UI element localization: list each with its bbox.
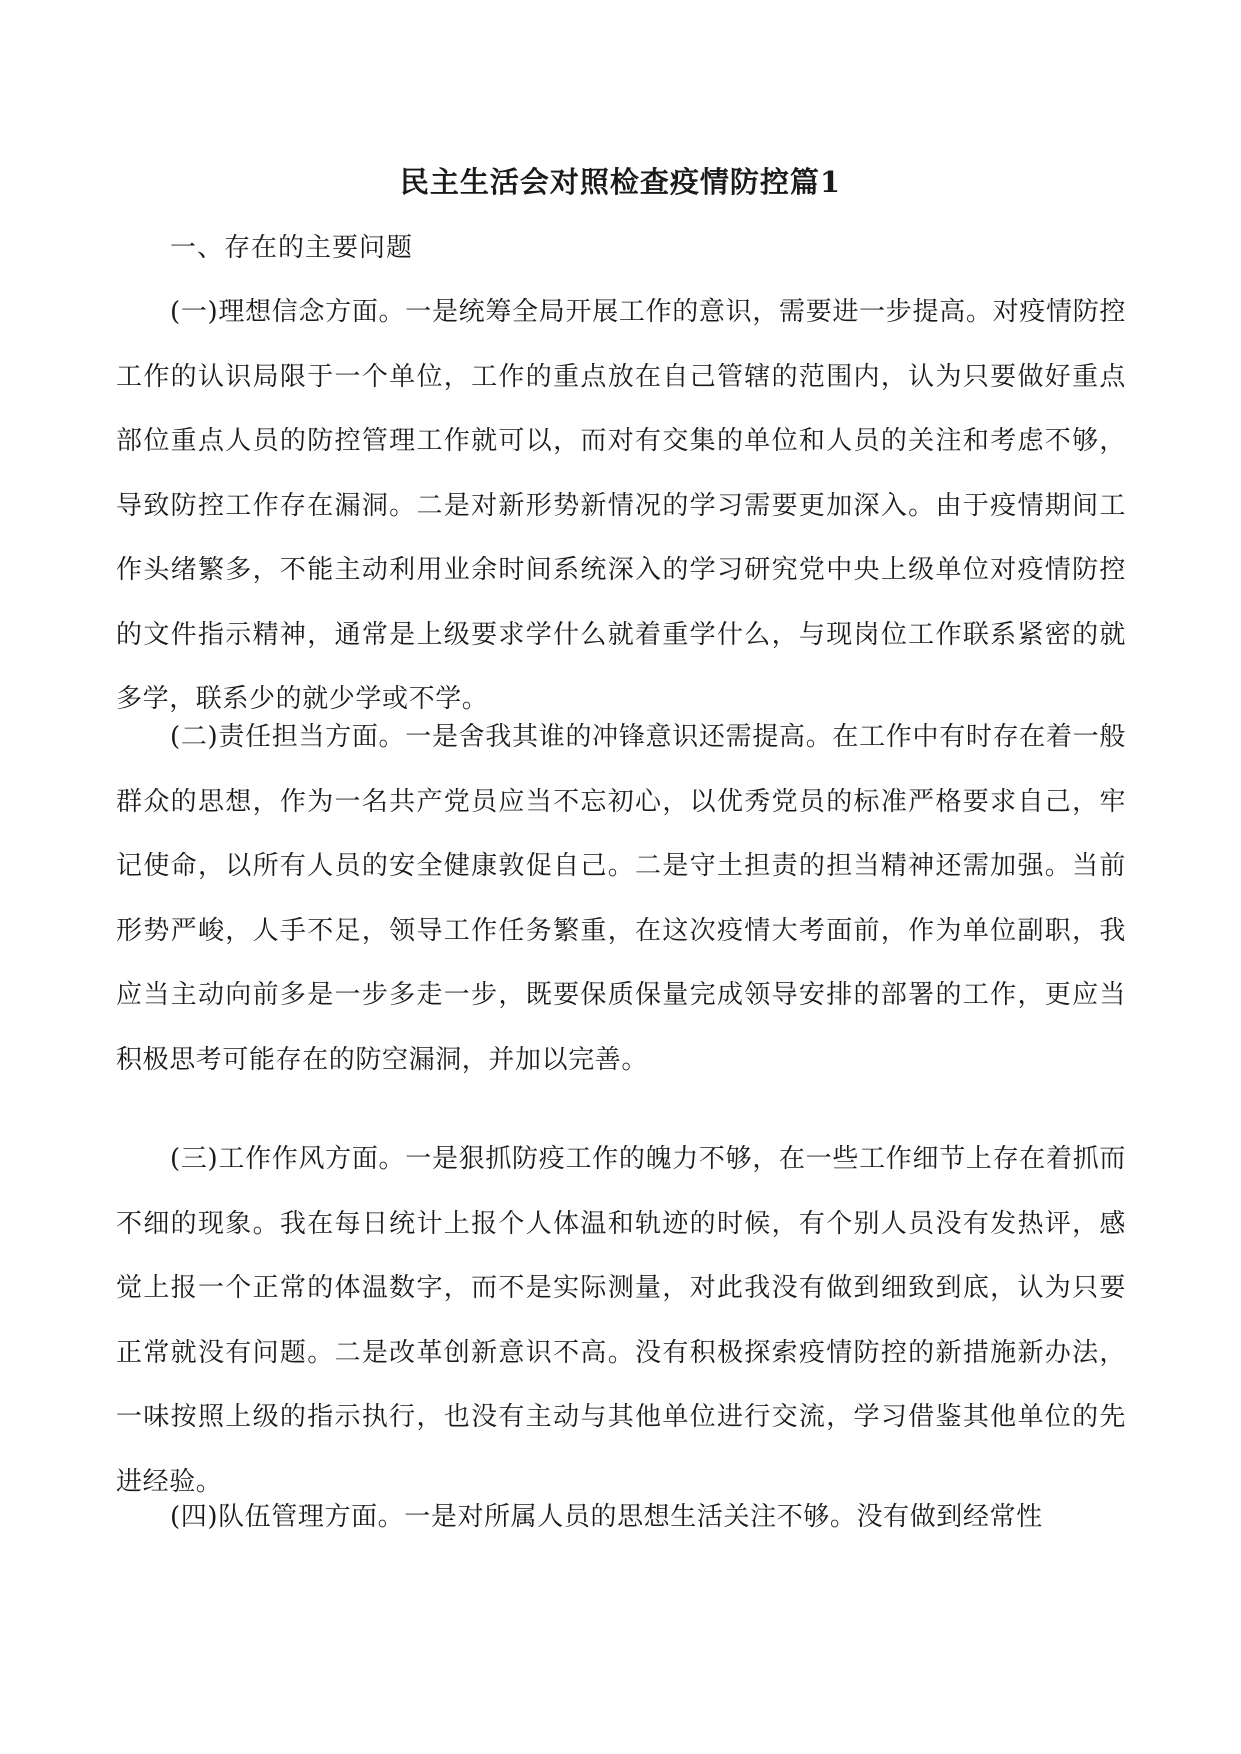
paragraph-team-management: (四)队伍管理方面。一是对所属人员的思想生活关注不够。没有做到经常性 (170, 1502, 1043, 1532)
paragraph-responsibility: (二)责任担当方面。一是舍我其谁的冲锋意识还需提高。在工作中有时存在着一般群众的思想，作为一名共产党员应当不忘初心，以优秀党员的标准严格要求自己，牢记使命，以所有人员的安全健康敦促自己。二是守土担责的担当精神还需加强。当前形势严峻，人手不足，领导工作任务繁重，在这次疫情大考面前，作为单位副职，我应当主动向前多是一步多走一步，既要保质保量完成领导安排的部署的工作，更应当积极思考可能存在的防空漏洞，并加以完善。 (116, 722, 1126, 1075)
paragraph-ideals-beliefs: (一)理想信念方面。一是统筹全局开展工作的意识，需要进一步提高。对疫情防控工作的认识局限于一个单位，工作的重点放在自己管辖的范围内，认为只要做好重点部位重点人员的防控管理工作就可以，而对有交集的单位和人员的关注和考虑不够，导致防控工作存在漏洞。二是对新形势新情况的学习需要更加深入。由于疫情期间工作头绪繁多，不能主动利用业余时间系统深入的学习研究党中央上级单位对疫情防控的文件指示精神，通常是上级要求学什么就着重学什么，与现岗位工作联系紧密的就多学，联系少的就少学或不学。 (116, 297, 1126, 714)
paragraph-work-style: (三)工作作风方面。一是狠抓防疫工作的魄力不够，在一些工作细节上存在着抓而不细的现象。我在每日统计上报个人体温和轨迹的时候，有个别人员没有发热评，感觉上报一个正常的体温数字，而不是实际测量，对此我没有做到细致到底，认为只要正常就没有问题。二是改革创新意识不高。没有积极探索疫情防控的新措施新办法，一味按照上级的指示执行，也没有主动与其他单位进行交流，学习借鉴其他单位的先进经验。 (116, 1144, 1126, 1497)
document-title: 民主生活会对照检查疫情防控篇1 (399, 165, 842, 199)
section-heading: 一、存在的主要问题 (170, 233, 414, 263)
